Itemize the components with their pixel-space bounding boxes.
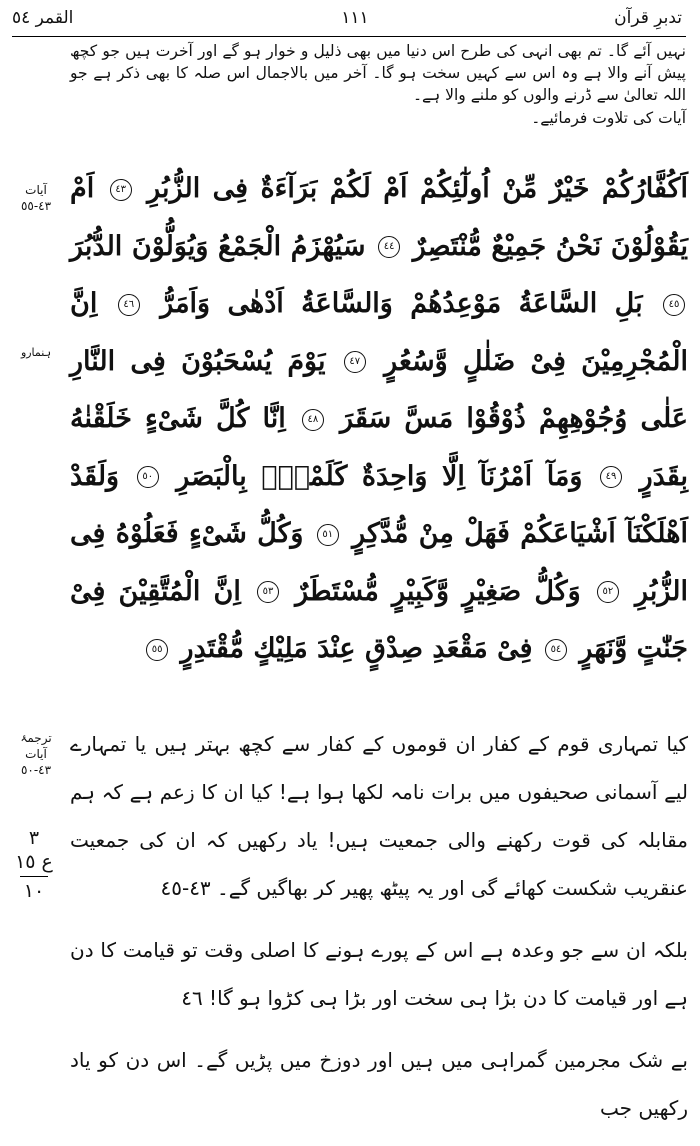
ayah-text: يَوْمَ يُسْحَبُوْنَ فِى النَّارِ عَلٰى وُجُوْهِهِمْ ذُوْقُوْا مَسَّ سَقَرَ — [70, 345, 689, 434]
ayah-number-marker: ٤٣ — [110, 179, 132, 201]
translation-paragraph: بلکہ ان سے جو وعدہ ہے اس کے پورے ہونے کا اصلی وقت تو قیامت کا دن ہے اور قیامت کا دن بڑا ہی سخت اور بڑا ہی کڑوا ہو گا! ٤٦ — [70, 938, 688, 1010]
margin-note-label: ہنمارو — [20, 346, 52, 359]
ayah-number-marker: ٤٥ — [663, 294, 685, 316]
intro-text — [70, 40, 686, 130]
ayah-number-marker: ٥٢ — [597, 581, 619, 603]
translation-text — [70, 720, 688, 1146]
ayah-number-marker: ٥٥ — [146, 639, 168, 661]
ruku-marker — [14, 826, 54, 903]
ayah-number-marker: ٤٤ — [378, 236, 400, 258]
ayah-number-marker: ٥٣ — [257, 581, 279, 603]
ayah-text: اِنَّ الْمُتَّقِيْنَ فِىْ جَنّٰتٍ وَّنَهَرٍ — [70, 575, 688, 664]
ayah-number-marker: ٥٠ — [137, 466, 159, 488]
ayah-number-marker: ٤٨ — [302, 409, 324, 431]
surah-reference: القمر ٥٤ — [12, 8, 74, 28]
page-number: ١١١ — [341, 8, 369, 28]
header-divider — [12, 36, 686, 37]
margin-tarjuma-label: ترجمۂ آیات — [20, 731, 52, 761]
translation-paragraph: بے شک مجرمین گمراہی میں ہیں اور دوزخ میں پڑیں گے۔ اس دن کو یاد رکھیں جب — [70, 1048, 688, 1120]
ayah-text: اَمْ يَقُوْلُوْنَ نَحْنُ جَمِيْعٌ مُّنْتَصِرٌ — [70, 173, 688, 262]
ruku-divider — [20, 876, 48, 877]
ayah-number-marker: ٥١ — [317, 524, 339, 546]
ayah-text: وَلَقَدْ اَهْلَكْنَآ اَشْيَاعَكُمْ فَهَلْ مِنْ مُّدَّكِرٍ — [70, 460, 688, 549]
ayah-number-marker: ٤٦ — [118, 294, 140, 316]
margin-tarjuma-ref — [8, 730, 64, 778]
translation-paragraph: کیا تمہاری قوم کے کفار ان قوموں کے کفار سے کچھ بہتر ہیں یا تمہارے لیے آسمانی صحیفوں میں برات نامہ لکھا ہوا ہے! کیا ان کا زعم ہے کہ ہم مقابلہ کی قوت رکھنے والی جمعیت ہیں! یاد رکھیں کہ ان کی جمعیت عنقریب شکست کھائے گی اور یہ پیٹھ پھیر کر بھاگیں گے۔ ٤٣-٤٥ — [70, 732, 688, 900]
intro-closing: آیات کی تلاوت فرمائیے۔ — [531, 109, 686, 127]
ayah-text: اَكُفَّارُكُمْ خَيْرٌ مِّنْ اُولٰٓئِكُمْ اَمْ لَكُمْ بَرَآءَةٌ فِى الزُّبُرِ — [147, 173, 689, 204]
arabic-text — [70, 160, 688, 678]
ayah-text: سَيُهْزَمُ الْجَمْعُ وَيُوَلُّوْنَ الدُّبُرَ — [70, 230, 366, 262]
margin-ayat-label: آیات — [25, 183, 47, 197]
ruku-top: ٣ — [28, 827, 40, 849]
ayah-number-marker: ٥٤ — [545, 639, 567, 661]
margin-note — [8, 345, 64, 361]
ayah-number-marker: ٤٩ — [600, 466, 622, 488]
margin-tarjuma-range: ٤٣-٥٠ — [20, 763, 52, 777]
ayah-text: وَمَآ اَمْرُنَآ اِلَّا وَاحِدَةٌ كَلَمْحٍۢ بِالْبَصَرِ — [176, 460, 583, 492]
book-title: تدبرِ قرآن — [614, 8, 682, 28]
ayah-text: فِىْ مَقْعَدِ صِدْقٍ عِنْدَ مَلِيْكٍ مُّقْتَدِرٍ — [180, 633, 533, 664]
ayah-text: اِنَّ الْمُجْرِمِيْنَ فِىْ ضَلٰلٍ وَّسُعُرٍ — [70, 288, 689, 377]
ayah-text: اِنَّا كُلَّ شَىْءٍ خَلَقْنٰهُ بِقَدَرٍ — [70, 403, 689, 492]
ruku-bottom: ١٠ — [23, 880, 45, 902]
ruku-mid: ع ١٥ — [15, 851, 53, 873]
intro-paragraph: نہیں آئے گا۔ تم بھی انہی کی طرح اس دنیا میں بھی ذلیل و خوار ہو گے اور آخرت ہیں جو کچھ پیش آنے والا ہے وہ اس سے کہیں سخت ہو گا۔ آخر میں بالاجمال اس صلہ کا بھی ذکر ہے جو اللہ تعالیٰ سے ڈرنے والوں کو ملنے والا ہے۔ — [70, 42, 686, 104]
margin-ayat-range: ٤٣-٥٥ — [20, 199, 52, 213]
ayah-text: وَكُلُّ صَغِيْرٍ وَّكَبِيْرٍ مُّسْتَطَرٌ — [295, 575, 581, 607]
ayah-text: وَكُلُّ شَىْءٍ فَعَلُوْهُ فِى الزُّبُرِ — [70, 518, 689, 607]
ayah-text: بَلِ السَّاعَةُ مَوْعِدُهُمْ وَالسَّاعَةُ اَدْهٰى وَاَمَرُّ — [160, 288, 643, 319]
margin-ayat-ref — [8, 182, 64, 214]
ayah-number-marker: ٤٧ — [344, 351, 366, 373]
